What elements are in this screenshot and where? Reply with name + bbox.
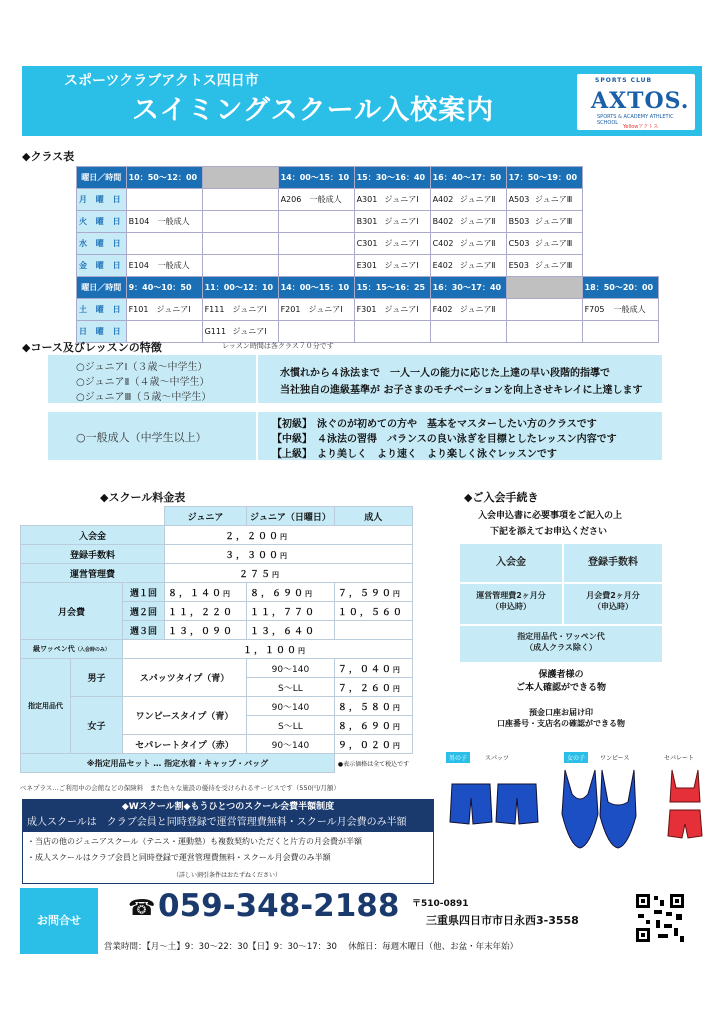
head1-4: 15：30～16：40 xyxy=(354,167,430,189)
class-code: G111 xyxy=(204,327,227,336)
weekly3-junior xyxy=(165,621,247,640)
adult-desc-intermediate: 【中級】 ４泳法の習得 バランスの良い泳ぎを目標としたレッスン内容です xyxy=(272,434,617,445)
registration-value xyxy=(165,545,413,564)
admission-label: 入会金 xyxy=(21,526,165,545)
logo-name: AXTOS. xyxy=(591,88,690,114)
boy-item: スパッツ xyxy=(485,755,510,762)
phone-number[interactable]: 059-348-2188 xyxy=(158,888,400,924)
proc-bank-line2: 口座番号・支店名の確認ができる物 xyxy=(497,719,625,728)
monthly-label: 月会費 xyxy=(21,583,123,640)
weekly3-junior-sun xyxy=(247,621,335,640)
class-cell xyxy=(354,321,430,343)
wschool-box xyxy=(22,799,434,884)
admission-value xyxy=(165,526,413,545)
weekly2-adult xyxy=(334,602,412,621)
goods-size-1: 90～140 xyxy=(247,659,335,678)
logo-small-text: SPORTS & ACADEMY ATHLETIC SCHOOL xyxy=(597,114,674,126)
goods-price-1 xyxy=(334,659,412,678)
class-code: F201 xyxy=(280,305,301,314)
class-cell xyxy=(126,211,202,233)
class-code: E402 xyxy=(432,261,453,270)
proc-mgmt xyxy=(460,584,562,624)
phone-icon: ☎ xyxy=(128,896,156,921)
goods-girl: 女子 xyxy=(71,697,123,754)
class-cell xyxy=(202,189,278,211)
head1-0: 曜日／時間 xyxy=(77,167,127,189)
class-code: B402 xyxy=(432,217,454,226)
proc-fee-line1: 月会費2ヶ月分 xyxy=(586,591,640,600)
weekly1-junior-sun-amount: ８，６９０ xyxy=(250,588,306,599)
adult-label: ○一般成人（中学生以上） xyxy=(76,431,207,444)
class-name: ジュニアⅠ xyxy=(384,261,419,270)
goods-spats: スパッツタイプ（青） xyxy=(123,659,247,697)
class-code: F301 xyxy=(356,305,377,314)
class-code: C503 xyxy=(508,239,530,248)
onepiece-back-icon xyxy=(600,770,636,848)
goods-price-4-amount: ８，６９０ xyxy=(337,721,393,732)
goods-separate: セパレートタイプ（赤） xyxy=(123,735,247,754)
weekly3-adult xyxy=(334,621,412,640)
class-cell xyxy=(506,189,582,211)
junior-desc-2: 当社独自の進級基準が お子さまのモチベーションを向上させキレイに上達します xyxy=(280,385,643,396)
class-cell xyxy=(126,299,202,321)
class-cell xyxy=(430,321,506,343)
onepiece-front-icon xyxy=(562,770,598,848)
head1-3: 14：00～15：10 xyxy=(278,167,354,189)
proc-id-line1: 保護者様の xyxy=(538,670,584,680)
benefit-note: ベネプラス…ご利用中の会館などの保険料 また色々な施設の優待を受けられるサービスです（550円/月額） xyxy=(20,784,340,792)
lesson-time-note: レッスン時間は各クラス７０分です xyxy=(222,342,334,350)
weekly2-adult-amount: １０，５６０ xyxy=(337,607,404,618)
class-name: ジュニアⅡ xyxy=(459,217,496,226)
goods-price-2-unit: 円 xyxy=(392,684,402,693)
class-cell xyxy=(202,233,278,255)
class-code: C402 xyxy=(432,239,454,248)
fee-header-junior: ジュニア xyxy=(165,507,247,526)
r1-day-2: 水 曜 日 xyxy=(77,233,127,255)
wschool-line2: ・当店の他のジュニアスクール（テニス・運動塾）も複数契約いただくと片方の月会費が半額 xyxy=(27,837,363,846)
head1-2 xyxy=(202,167,278,189)
spats-back-icon xyxy=(496,784,538,824)
weekly3-junior-amount: １３，０９０ xyxy=(168,626,235,637)
class-cell xyxy=(278,299,354,321)
proc-id-line2: ご本人確認ができる物 xyxy=(515,683,606,693)
class-name: ジュニアⅡ xyxy=(459,239,496,248)
patch-label-text: 級ワッペン代 xyxy=(33,645,75,653)
goods-price-2 xyxy=(334,678,412,697)
goods-price-1-amount: ７，０４０ xyxy=(337,664,393,675)
class-cell xyxy=(202,321,278,343)
procedure-intro1: 入会申込書に必要事項をご記入の上 xyxy=(478,511,623,521)
class-code: F101 xyxy=(128,305,149,314)
head2-4: 15：15～16：25 xyxy=(354,277,430,299)
class-cell xyxy=(430,189,506,211)
class-name: ジュニアⅠ xyxy=(384,217,419,226)
junior-course-box xyxy=(48,355,256,403)
management-amount: ２７５ xyxy=(239,569,273,580)
proc-goods-line2: （成人クラス除く） xyxy=(525,643,597,652)
r1-day-1: 火 曜 日 xyxy=(77,211,127,233)
weekly1-adult xyxy=(334,583,412,602)
weekly3-label: 週３回 xyxy=(123,621,165,640)
patch-label-small: （入会時のみ） xyxy=(74,647,110,653)
management-unit: 円 xyxy=(272,570,282,579)
wschool-line3: ・成人スクールはクラブ会員と同時登録で運営管理費無料・スクール月会費のみ半額 xyxy=(27,853,331,862)
separate-icon xyxy=(668,770,702,838)
goods-price-3-amount: ８，５８０ xyxy=(337,702,393,713)
class-name: 一般成人 xyxy=(157,261,190,270)
girl-item2: セパレート xyxy=(664,755,695,762)
weekly1-junior-unit: 円 xyxy=(223,589,233,598)
class-name: ジュニアⅠ xyxy=(156,305,191,314)
boy-tag: 男の子 xyxy=(446,752,470,763)
proc-id xyxy=(460,667,662,693)
r2-day-1: 日 曜 日 xyxy=(77,321,127,343)
patch-label xyxy=(21,640,123,659)
wschool-line1: 成人スクールは クラブ会員と同時登録で運営管理費無料・スクール月会費のみ半額 xyxy=(23,814,433,832)
class-cell xyxy=(202,211,278,233)
class-code: B503 xyxy=(508,217,530,226)
class-cell xyxy=(202,255,278,277)
class-name: ジュニアⅠ xyxy=(384,239,419,248)
wschool-note: （詳しい割引条件はおたずねください） xyxy=(173,872,282,879)
weekly1-adult-unit: 円 xyxy=(392,589,402,598)
logo-top-text: SPORTS CLUB xyxy=(595,77,653,84)
procedure-intro2: 下記を添えてお申込ください xyxy=(490,527,608,537)
class-cell xyxy=(278,211,354,233)
course-section-title: ◆コース及びレッスンの特徴 xyxy=(22,341,162,354)
r1-day-0: 月 曜 日 xyxy=(77,189,127,211)
fee-table xyxy=(20,506,413,773)
weekly1-junior-amount: ８，１４０ xyxy=(168,588,224,599)
class-cell xyxy=(354,211,430,233)
goods-price-3 xyxy=(334,697,412,716)
header-subtitle: スポーツクラブアクトス四日市 xyxy=(64,73,259,89)
class-cell xyxy=(126,233,202,255)
class-cell xyxy=(506,233,582,255)
goods-price-2-amount: ７，２６０ xyxy=(337,683,393,694)
goods-price-4 xyxy=(334,716,412,735)
class-code: A402 xyxy=(432,195,454,204)
class-name: ジュニアⅠ xyxy=(384,305,419,314)
proc-bank-line1: 預金口座お届け印 xyxy=(529,708,593,717)
fee-section-title: ◆スクール料金表 xyxy=(100,491,186,504)
junior-desc-1: 水慣れから４泳法まで 一人一人の能力に応じた上達の早い段階的指導で xyxy=(280,368,610,379)
proc-registration: 登録手数料 xyxy=(564,544,662,582)
class-code: C301 xyxy=(356,239,378,248)
class-cell xyxy=(506,255,582,277)
class-code: B301 xyxy=(356,217,378,226)
adult-desc-box xyxy=(258,412,662,460)
contact-label: お問合せ xyxy=(20,888,98,954)
class-name: ジュニアⅠ xyxy=(308,305,343,314)
weekly2-label: 週２回 xyxy=(123,602,165,621)
goods-price-5-unit: 円 xyxy=(392,741,402,750)
class-name: ジュニアⅡ xyxy=(459,261,496,270)
class-name: ジュニアⅢ xyxy=(534,261,573,270)
proc-fee-line2: （申込時） xyxy=(593,602,633,611)
class-cell xyxy=(354,233,430,255)
class-code: E104 xyxy=(128,261,149,270)
fee-header-adult: 成人 xyxy=(334,507,412,526)
class-cell xyxy=(506,211,582,233)
business-hours: 営業時間：【月～土】9：30～22：30【日】9：30～17：30 休館日：毎週木曜日（他、お盆・年末年始） xyxy=(104,942,519,952)
class-cell xyxy=(354,255,430,277)
head2-2: 11：00～12：10 xyxy=(202,277,278,299)
class-code: A206 xyxy=(280,195,302,204)
management-label: 運営管理費 xyxy=(21,564,165,583)
class-cell xyxy=(430,211,506,233)
class-name: ジュニアⅠ xyxy=(232,327,267,336)
class-code: F111 xyxy=(204,305,225,314)
page-title: スイミングスクール入校案内 xyxy=(132,95,495,126)
proc-fee xyxy=(564,584,662,624)
goods-price-5-amount: ９，０２０ xyxy=(337,740,393,751)
weekly1-junior xyxy=(165,583,247,602)
class-cell xyxy=(278,255,354,277)
class-name: ジュニアⅡ xyxy=(459,305,496,314)
junior2-label: ○ジュニアⅡ（４歳～中学生） xyxy=(76,377,210,388)
goods-size-2: S～LL xyxy=(247,678,335,697)
head2-0: 曜日／時間 xyxy=(77,277,127,299)
class-cell xyxy=(430,255,506,277)
class-code: F402 xyxy=(432,305,453,314)
junior3-label: ○ジュニアⅢ（５歳～中学生） xyxy=(76,392,212,403)
admission-amount: ２，２００ xyxy=(225,531,281,542)
girl-item1: ワンピース xyxy=(600,755,630,762)
goods-price-1-unit: 円 xyxy=(392,665,402,674)
goods-price-3-unit: 円 xyxy=(392,703,402,712)
adult-desc-beginner: 【初級】 泳ぐのが初めての方や 基本をマスターしたい方のクラスです xyxy=(272,419,597,430)
registration-label: 登録手数料 xyxy=(21,545,165,564)
class-name: 一般成人 xyxy=(309,195,342,204)
goods-onepiece: ワンピースタイプ（青） xyxy=(123,697,247,735)
goods-size-5: 90～140 xyxy=(247,735,335,754)
class-code: E301 xyxy=(356,261,377,270)
class-name: ジュニアⅠ xyxy=(232,305,267,314)
weekly1-junior-sun-unit: 円 xyxy=(305,589,315,598)
spats-front-icon xyxy=(450,784,492,824)
class-cell xyxy=(354,189,430,211)
adult-course-box xyxy=(48,412,256,460)
registration-amount: ３，３００ xyxy=(225,550,281,561)
swimsuit-illustrations xyxy=(440,764,710,860)
goods-label: 指定用品代 xyxy=(21,659,71,754)
weekly2-junior-sun xyxy=(247,602,335,621)
proc-admission: 入会金 xyxy=(460,544,562,582)
wschool-title: ◆Wスクール割◆もうひとつのスクール会費半額制度 xyxy=(23,800,433,814)
goods-price-4-unit: 円 xyxy=(392,722,402,731)
class-name: ジュニアⅠ xyxy=(384,195,419,204)
class-section-title: ◆クラス表 xyxy=(22,150,75,163)
class-cell xyxy=(506,299,582,321)
class-cell xyxy=(126,189,202,211)
address: 三重県四日市市日永西3-3558 xyxy=(426,914,579,927)
postal-code: 〒510-0891 xyxy=(412,899,469,909)
class-code: E503 xyxy=(508,261,529,270)
r1-day-3: 金 曜 日 xyxy=(77,255,127,277)
weekly1-label: 週１回 xyxy=(123,583,165,602)
class-cell xyxy=(506,321,582,343)
class-cell xyxy=(582,321,658,343)
class-name: 一般成人 xyxy=(613,305,646,314)
goods-price-5 xyxy=(334,735,412,754)
class-name: ジュニアⅢ xyxy=(534,239,573,248)
head1-6: 17：50～19：00 xyxy=(506,167,582,189)
weekly2-junior xyxy=(165,602,247,621)
head2-7: 18：50～20：00 xyxy=(582,277,658,299)
proc-mgmt-line2: （申込時） xyxy=(491,602,531,611)
axtos-logo xyxy=(577,74,695,130)
r2-day-0: 土 曜 日 xyxy=(77,299,127,321)
adult-desc-advanced: 【上級】 より美しく より速く より楽しく泳ぐレッスンです xyxy=(272,449,557,460)
class-name: ジュニアⅢ xyxy=(534,217,573,226)
class-cell xyxy=(430,233,506,255)
junior-desc-box xyxy=(258,355,662,403)
head2-1: 9：40～10：50 xyxy=(126,277,202,299)
weekly2-junior-amount: １１，２２０ xyxy=(168,607,235,618)
class-code: B104 xyxy=(128,217,150,226)
class-cell xyxy=(430,299,506,321)
patch-unit: 円 xyxy=(298,646,308,655)
proc-bank xyxy=(460,707,662,729)
class-name: 一般成人 xyxy=(157,217,190,226)
class-cell xyxy=(354,299,430,321)
class-cell xyxy=(202,299,278,321)
head2-6 xyxy=(506,277,582,299)
tax-note: ●表示価格は全て税込です xyxy=(337,760,410,768)
class-name: ジュニアⅢ xyxy=(534,195,573,204)
management-value xyxy=(165,564,413,583)
weekly1-adult-amount: ７，５９０ xyxy=(337,588,393,599)
class-name: ジュニアⅡ xyxy=(459,195,496,204)
patch-amount: １，１００ xyxy=(243,645,299,656)
registration-unit: 円 xyxy=(280,551,290,560)
goods-set-note: ※指定用品セット … 指定水着・キャップ・バッグ xyxy=(21,754,335,773)
junior1-label: ○ジュニアⅠ（３歳～中学生） xyxy=(76,362,208,373)
class-schedule-table xyxy=(76,166,659,343)
proc-goods xyxy=(460,626,662,662)
logo-brand: Yellowアクトス xyxy=(623,124,659,130)
class-cell xyxy=(278,321,354,343)
goods-size-3: 90～140 xyxy=(247,697,335,716)
proc-goods-line1: 指定用品代・ワッペン代 xyxy=(517,632,605,641)
class-code: F705 xyxy=(584,305,605,314)
fee-header-junior-sunday: ジュニア（日曜日） xyxy=(247,507,335,526)
class-cell xyxy=(278,233,354,255)
goods-size-4: S～LL xyxy=(247,716,335,735)
admission-unit: 円 xyxy=(280,532,290,541)
weekly2-junior-sun-amount: １１，７７０ xyxy=(250,607,317,618)
goods-boy: 男子 xyxy=(71,659,123,697)
qr-code-icon[interactable] xyxy=(634,892,686,944)
head2-3: 14：00～15：10 xyxy=(278,277,354,299)
class-cell xyxy=(126,255,202,277)
head1-1: 10：50～12：00 xyxy=(126,167,202,189)
header-banner xyxy=(22,66,702,136)
procedure-title: ◆ご入会手続き xyxy=(464,491,539,504)
head2-5: 16：30～17：40 xyxy=(430,277,506,299)
weekly1-junior-sun xyxy=(247,583,335,602)
head1-5: 16：40～17：50 xyxy=(430,167,506,189)
patch-value xyxy=(123,640,413,659)
weekly3-junior-sun-amount: １３，６４０ xyxy=(250,626,317,637)
proc-mgmt-line1: 運営管理費2ヶ月分 xyxy=(476,591,546,600)
class-cell xyxy=(582,299,658,321)
class-code: A301 xyxy=(356,195,378,204)
girl-tag: 女の子 xyxy=(564,752,588,763)
class-cell xyxy=(278,189,354,211)
class-code: A503 xyxy=(508,195,530,204)
